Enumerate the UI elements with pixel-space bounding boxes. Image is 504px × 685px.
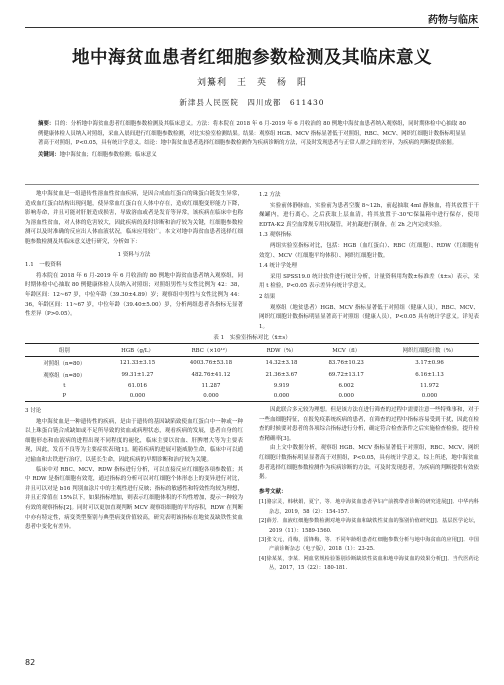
table-cell: 21.36±3.67 xyxy=(265,372,298,378)
table-cell: 观察组（n=80） xyxy=(43,373,86,379)
results-table xyxy=(25,343,479,402)
table-cell: 6.002 xyxy=(338,383,354,389)
discussion-paragraph-1: 地中海贫血是一种遗传性的疾病，是由于遗传的基因缺陷致使血红蛋白中一种或一种以上珠蛋白链合成缺如或不足所导致的贫血或病理状态，观看疾病的发展，患者自身的红细胞形态和血液病的进程出现不同程度的褪化，临床主要以贫血、肝脾增大等为主要表现，因此，发育不良等为主要症状表现[1]。随着疾病的进展可能威胁生命，临床中可以通过输血和去铁进行治疗，以延长生命，因此疾病的早期诊断和治疗较为关键。 xyxy=(25,418,243,463)
section-heading-method: 1.2 方法 xyxy=(259,192,281,198)
table-cell: 121.33±3.15 xyxy=(119,360,156,366)
table-header-cell: RBC（×10¹²） xyxy=(171,344,250,357)
reference-item: [1]骆宗灵，韩秋娟，夏宁，等．地中海贫血患者孕妇产前携带者诊断的研究进展[J]．中华内科杂志，2019，58（2）：154-157. xyxy=(259,499,479,515)
section-heading-indicators: 1.3 观察指标 xyxy=(259,232,292,239)
table-header-cell: HGB（g/L） xyxy=(104,344,172,357)
table-cell: 0.000 xyxy=(380,391,479,402)
keywords-text: 地中海贫血；红细胞参数检测；临床意义 xyxy=(59,151,157,158)
abstract xyxy=(38,120,466,160)
table-cell: t xyxy=(63,383,66,389)
method-paragraph: 实验前体静脉血，实验前为患者空腹 8~12h，前起抽取 4ml 静脉血，将其放置于干燥罐内，进行离心，之后获取上层血清，将其放置于-30℃保温箱中进行保存，使用 EDTA-K2 真空血常规专用抗凝管，对抗凝进行制备，在 2h 之内完成实验。 xyxy=(259,202,479,228)
section-tag: 药物与临床 xyxy=(428,15,478,26)
table-header-cell: MCV（fl） xyxy=(312,344,380,357)
table-cell: 0.000 xyxy=(312,391,380,402)
table-header-cell: 网织红细胞计数（%） xyxy=(380,344,479,357)
paper-authors: 刘䵵利 王 英 杨 阳 xyxy=(196,78,307,88)
table-cell: 61.016 xyxy=(128,383,147,389)
reference-item: [4]徐某某，李某．网血常规检验鉴别诊断缺铁性贫血和地中海贫血的效果分析[J]．当代医药论丛，2017，15（22）：180-181. xyxy=(259,555,479,572)
table-header-cell: 组别 xyxy=(25,344,104,357)
table-cell: 对照组（n=80） xyxy=(43,361,86,367)
discussion-paragraph-3: 因此联合多元较为理想。但是该方法在进行筛查的过程中需要注意一些特殊事和，对于一些血细胞特征，在报免疫系统疾病的患者，在筛查的过程中指标容易受到干扰，因此在检查的时候要对患者的各项综合指标进行分析，确定符合检查条件之后实施检查检验，提升检查精确率[3]。 xyxy=(259,407,480,442)
results-paragraph: 观察组（地贫患者）HGB、MCV 指标显著低于对照组（健康人员），RBC、MCV、网织红细胞计数指标明显显著高于对照组（健康人员），P<0.05 具有统计学意义。详见表 1。 xyxy=(259,304,479,330)
section-heading-general: 1.1 一般资料 xyxy=(25,262,62,269)
page-number: 82 xyxy=(25,658,36,667)
table-cell: 3.17±0.96 xyxy=(415,360,444,366)
table-cell: 69.72±13.17 xyxy=(328,372,364,378)
keywords-label: 关键词： xyxy=(38,151,60,158)
section-heading-statistics: 1.4 统计学处理 xyxy=(259,263,297,270)
abstract-separator xyxy=(25,184,479,185)
abstract-text: 目的：分析地中海贫血患者红细胞参数检测及其临床意义。方法：将本院在 2018 年 6 月-2019 年 6 月收治的 80 例地中海贫血患者纳入观察组，同时期体检中心抽取 80 例健康体检人员纳入对照组，采血入晨间进行红细胞参数检测，对比实验室检测结果。结果：观察组 HGB、MCV 指标显著低于对照组，RBC、MCV、网织红细胞计数指标明显显著高于对照组，P<0.05，具有统计学意义。结论：地中海贫血患者选择红细胞参数检测作为疾病诊断的方法，可及时发现患者与正常人群之间的差异，为疾病的判断提供依据。 xyxy=(38,121,466,146)
references-heading: 参考文献： xyxy=(259,488,287,495)
table-cell: 11.287 xyxy=(201,383,221,389)
table-row xyxy=(25,369,479,381)
header-rule xyxy=(25,27,479,28)
right-column-bottom xyxy=(259,406,479,574)
abstract-body xyxy=(38,120,466,149)
references-list xyxy=(259,498,479,573)
left-column-top xyxy=(25,190,243,320)
general-paragraph: 将本院在 2018 年 6 月-2019 年 6 月收治的 80 例地中海贫血患者纳入观察组，同时期体检中心抽取 80 例健康体检人员纳入对照组；对照组男性与女性比例为 42：38，年龄区间：12~67 岁，中位年龄（39.30±4.89）岁；观察组中男性与女性比例为 44：36，年龄区间：11~67 岁，中位年龄（39.40±5.00）岁，分析两组患者各指标无显著性差异（P>0.05）。 xyxy=(25,272,243,318)
statistics-paragraph: 采用 SPSS19.0 统计软件进行统计分析，计量资料用均数±标准差（x̄±s）表示，采用 t 检验，P<0.05 表示差异有统计学意义。 xyxy=(259,273,479,290)
intro-paragraph: 地中海贫血是一组遗传性溶血性贫血疾病，是因合成血红蛋白的珠蛋白链发生异常，造成血红蛋白结构出现问题，使异常血红蛋白在人体中存在，造成红细胞变形能力下降，影响寿命，并且可能对肝脏造成损害，导致溶血或者是发育等异常，该疾病在临床中也称为溶血性贫血，对人体的危害较大，因此疾病的及时诊断和治疗较为关键，红细胞参数检测可以及时准确的反应出人体血液状况，临床应用较广。本文对地中海贫血患者选择红细胞参数检测及其临床意义进行研究，分析如下： xyxy=(25,191,243,245)
table-cell: 14.32±3.18 xyxy=(265,360,298,366)
table-cell: P xyxy=(25,391,104,402)
conclusion-paragraph: 由上文中数据分析，观察组 HGB、MCV 指标显著低于对照组，RBC、MCV、网织红细胞计数指标明显显著高于对照组，P<0.05，具有统计学意义。综上所述，地中海贫血患者选择红细胞参数检测作为疾病诊断的方法，可及时发现患者，为疾病的判断提供有效依据。 xyxy=(259,445,480,481)
table-cell: 11.972 xyxy=(420,383,439,389)
table-row xyxy=(25,357,479,370)
left-column-bottom xyxy=(25,406,243,533)
abstract-label: 摘要： xyxy=(38,121,55,127)
table-cell: 99.31±1.27 xyxy=(121,372,154,378)
discussion-paragraph-2: 临床中对 RBC、MCV、RDW 指标进行分析，可以直接反应红细胞各项参数值；其中 RDW 是指红细胞有效宽，通过指标的分析可以对红细胞个体形态上的变异进行对比，并且可以对是 b16 判别血涂片中的主观性进行反映；指标的敏感性和特效性均较为理想，并且正常值在 15%以下，如果指标增加，则表示红细胞体积的不均性增加，提示一种较为有效的观察指标[2]。同时可以更加直观判断 MCV 观察组细胞的平均容积，RDW 在判断中亦有特定性，病变类型鉴别与典型病变价值较高，研究表明该指标在地贫及缺铁性贫血患者中变化有差异。 xyxy=(25,466,243,531)
table-cell: 9.919 xyxy=(273,383,290,389)
table-row xyxy=(25,391,479,402)
table-cell: 482.76±41.12 xyxy=(191,372,231,378)
table-cell: 0.000 xyxy=(104,391,172,402)
paper-affiliation: 新津县人民医院 四川成都 611430 xyxy=(179,98,325,107)
table-header-row xyxy=(25,344,479,357)
section-heading-results: 2 结果 xyxy=(259,293,276,300)
right-column-top xyxy=(259,190,479,332)
reference-item: [2]薛芳．血液红细胞参数检测对地中海贫血和缺铁性贫血的鉴别价值研究[J]．基层医学论坛，2019（11）：1589-1560. xyxy=(259,518,479,534)
table-cell: 0.000 xyxy=(171,391,250,402)
paper-title: 地中海贫血患者红细胞参数检测及其临床意义 xyxy=(72,48,432,68)
table-cell: 4003.76±53.18 xyxy=(189,360,233,366)
reference-item: [3]张文元，肖梅，雷锋梅，等．不同年龄组患者红细胞参数分析与地中海贫血的应用[J]．中国产前诊断杂志（电子版），2018（1）：23-25. xyxy=(259,536,479,553)
table-header-cell: RDW（%） xyxy=(251,344,313,357)
keywords xyxy=(38,151,466,161)
table-cell: 0.000 xyxy=(251,391,313,402)
table-cell: 83.76±10.23 xyxy=(328,360,364,366)
table-row xyxy=(25,381,479,391)
table-caption: 表 1 实验室指标对比（x̄±s） xyxy=(213,335,291,341)
section-heading-discussion: 3 讨论 xyxy=(25,408,42,414)
indicators-paragraph: 两组实验室指标对比，包括：HGB（血红蛋白）、RBC（红细胞）、RDW（红细胞有效宽）、MCV（红细胞平均体积）、网织红细胞计数。 xyxy=(259,242,479,259)
section-heading-methods: 1 资料与方法 xyxy=(117,251,151,258)
table-cell: 6.16±1.13 xyxy=(415,372,444,378)
